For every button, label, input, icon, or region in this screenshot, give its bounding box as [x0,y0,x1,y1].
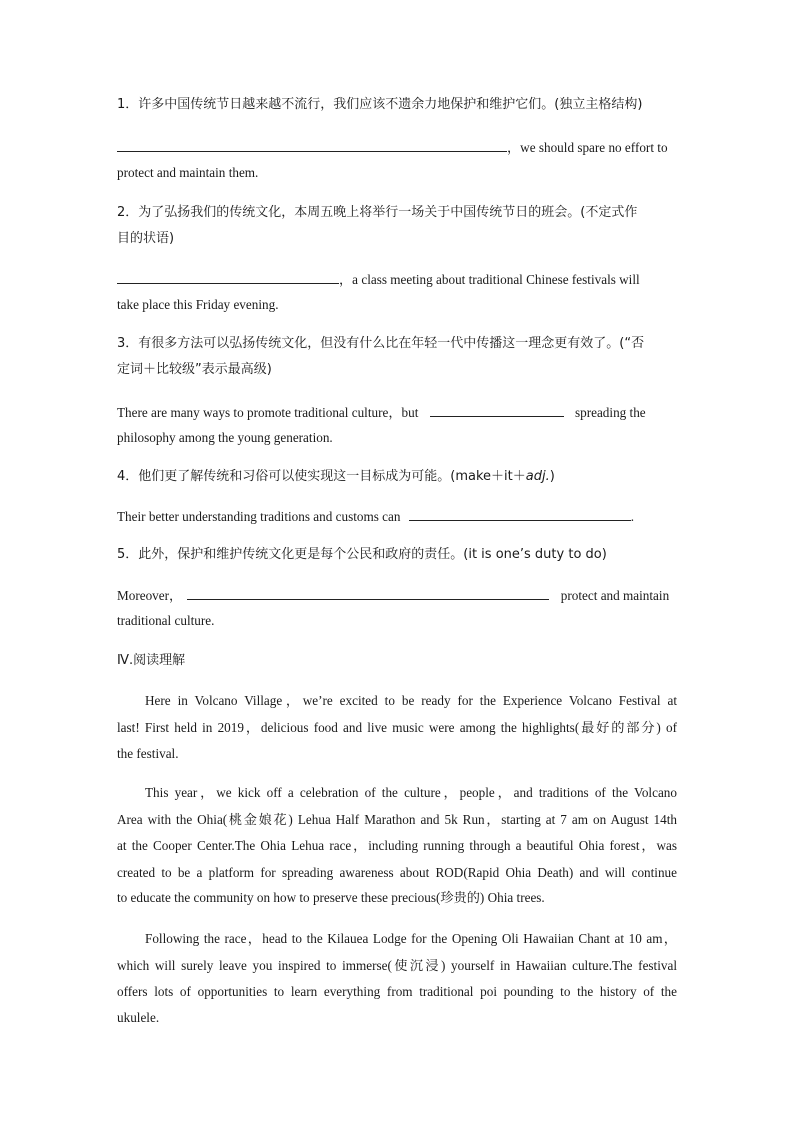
passage-p3-line3: offers lots of opportunities to learn everything from traditional poi pounding to the history of the [117,984,677,999]
passage-p3-line4: ukulele. [117,1010,160,1025]
q4-answer-blank[interactable] [409,507,631,521]
q2-prompt: 2．为了弘扬我们的传统文化，本周五晚上将举行一场关于中国传统节日的班会。(不定式作 [117,205,638,220]
q1-answer-line [117,138,677,157]
q5-head: Moreover， [117,588,183,603]
passage-p2-line3: at the Cooper Center.The Ohia Lehua race，including running through a beautiful Ohia forest，was [117,838,677,853]
q1-continuation: protect and maintain them. [117,165,259,180]
passage-p3-line1: Following the race，head to the Kilauea Lodge for the Opening Oli Hawaiian Chant at 10 am， [145,931,677,946]
passage-p1-line3: the festival. [117,746,179,761]
q3-answer-line [117,403,677,422]
q1-answer-blank[interactable] [117,138,507,152]
q1-prompt: 1．许多中国传统节日越来越不流行，我们应该不遗余力地保护和维护它们。(独立主格结构) [117,97,643,112]
q5-continuation: traditional culture. [117,613,215,628]
q5-prompt: 5．此外，保护和维护传统文化更是每个公民和政府的责任。(it is one’s duty to do) [117,547,607,562]
q2-answer-line [117,270,677,289]
q4-tail: . [630,509,635,524]
q4-answer-line [117,507,677,526]
q4-prompt [117,468,677,486]
q3-prompt: 3．有很多方法可以弘扬传统文化，但没有什么比在年轻一代中传播这一理念更有效了。(“否 [117,336,645,351]
q4-prompt-end: ) [549,469,555,484]
section-title: Ⅳ.阅读理解 [117,653,186,668]
q5-answer-line [117,586,677,605]
q2-answer-blank[interactable] [117,270,339,284]
q4-head: Their better understanding traditions and customs can [117,509,401,524]
passage-p1-line1: Here in Volcano Village，we’re excited to be ready for the Experience Volcano Festival at [145,693,677,708]
q3-answer-blank[interactable] [430,403,564,417]
passage-p2-line2: Area with the Ohia(桃金娘花) Lehua Half Marathon and 5k Run，starting at 7 am on August 14th [117,812,677,827]
q5-tail: protect and maintain [560,588,670,603]
passage-p2-line1: This year，we kick off a celebration of the culture，people，and traditions of the Volcano [145,785,677,800]
passage-p2-line5: to educate the community on how to preserve these precious(珍贵的) Ohia trees. [117,890,545,905]
q2-tail: ，a class meeting about traditional Chinese festivals will [339,272,640,287]
passage-p3-line2: which will surely leave you inspired to immerse(使沉浸) yourself in Hawaiian culture.The festival [117,958,677,973]
q5-answer-blank[interactable] [187,586,549,600]
q3-head: There are many ways to promote traditional culture，but [117,405,419,420]
q3-continuation: philosophy among the young generation. [117,430,333,445]
q2-prompt-cont: 目的状语) [117,231,175,246]
q2-continuation: take place this Friday evening. [117,297,279,312]
q3-tail: spreading the [574,405,646,420]
q1-tail: ，we should spare no effort to [507,140,668,155]
passage-p1-line2: last! First held in 2019，delicious food and live music were among the highlights(最好的部分) of [117,720,677,735]
q3-prompt-cont: 定词＋比较级”表示最高级) [117,362,272,377]
q4-prompt-text: 4．他们更了解传统和习俗可以使实现这一目标成为可能。(make＋it＋ [117,469,526,484]
q4-prompt-adj: adj. [525,469,550,484]
passage-p2-line4: created to be a platform for spreading awareness about ROD(Rapid Ohia Death) and will continue [117,865,677,880]
